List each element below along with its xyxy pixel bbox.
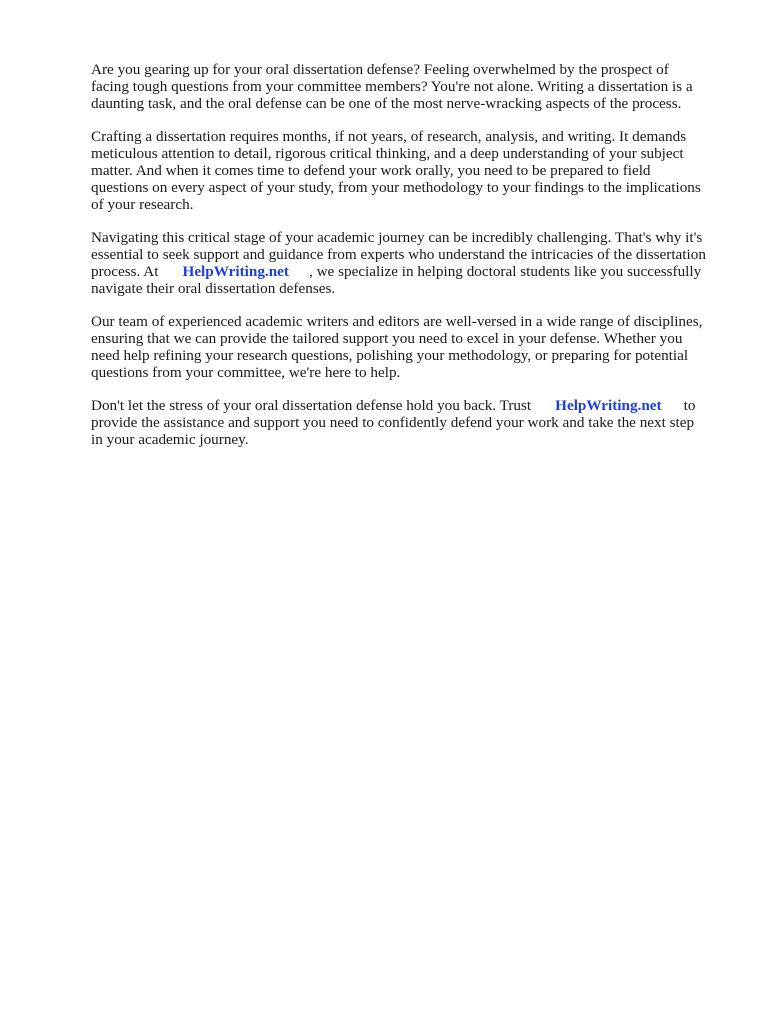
text-line: daunting task, and the oral defense can be one of the most nerve-wracking aspects of the process.	[91, 95, 682, 112]
text-line: essential to seek support and guidance from experts who understand the intricacies of the dissertation	[91, 246, 706, 263]
text-line: Navigating this critical stage of your academic journey can be incredibly challenging. That's why it's	[91, 229, 703, 246]
text-line: of your research.	[91, 196, 194, 213]
text-line: navigate their oral dissertation defenses.	[91, 280, 336, 297]
paragraph-navigating	[91, 229, 721, 297]
text-line: questions on every aspect of your study, from your methodology to your findings to the implications	[91, 179, 701, 196]
text-line: ensuring that we can provide the tailored support you need to excel in your defense. Whether you	[91, 330, 683, 347]
text-line: Are you gearing up for your oral dissertation defense? Feeling overwhelmed by the prospect of	[91, 61, 669, 78]
text-line-with-link	[91, 397, 721, 414]
text-line: in your academic journey.	[91, 431, 249, 448]
paragraph-intro	[91, 61, 721, 112]
helpwriting-link[interactable]: HelpWriting.net	[555, 397, 662, 414]
helpwriting-link[interactable]: HelpWriting.net	[182, 263, 289, 280]
paragraph-team	[91, 313, 721, 381]
text-segment: process. At	[91, 263, 159, 280]
text-line: provide the assistance and support you need to confidently defend your work and take the next step	[91, 414, 695, 431]
text-line: need help refining your research questions, polishing your methodology, or preparing for potential	[91, 347, 689, 364]
text-line-with-link	[91, 263, 721, 280]
text-segment: , we specialize in helping doctoral students like you successfully	[308, 263, 702, 280]
paragraph-closing	[91, 397, 721, 448]
text-line: Our team of experienced academic writers and editors are well-versed in a wide range of disciplines,	[91, 313, 703, 330]
text-line: facing tough questions from your committee members? You're not alone. Writing a dissertation is a	[91, 78, 693, 95]
paragraph-crafting	[91, 128, 721, 213]
text-line: Crafting a dissertation requires months, if not years, of research, analysis, and writing. It demands	[91, 128, 687, 145]
text-segment: to	[683, 397, 696, 414]
text-line: meticulous attention to detail, rigorous critical thinking, and a deep understanding of your subject	[91, 145, 684, 162]
text-line: questions from your committee, we're here to help.	[91, 364, 401, 381]
document-page	[91, 61, 721, 464]
text-segment: Don't let the stress of your oral dissertation defense hold you back. Trust	[91, 397, 532, 414]
text-line: matter. And when it comes time to defend your work orally, you need to be prepared to field	[91, 162, 651, 179]
